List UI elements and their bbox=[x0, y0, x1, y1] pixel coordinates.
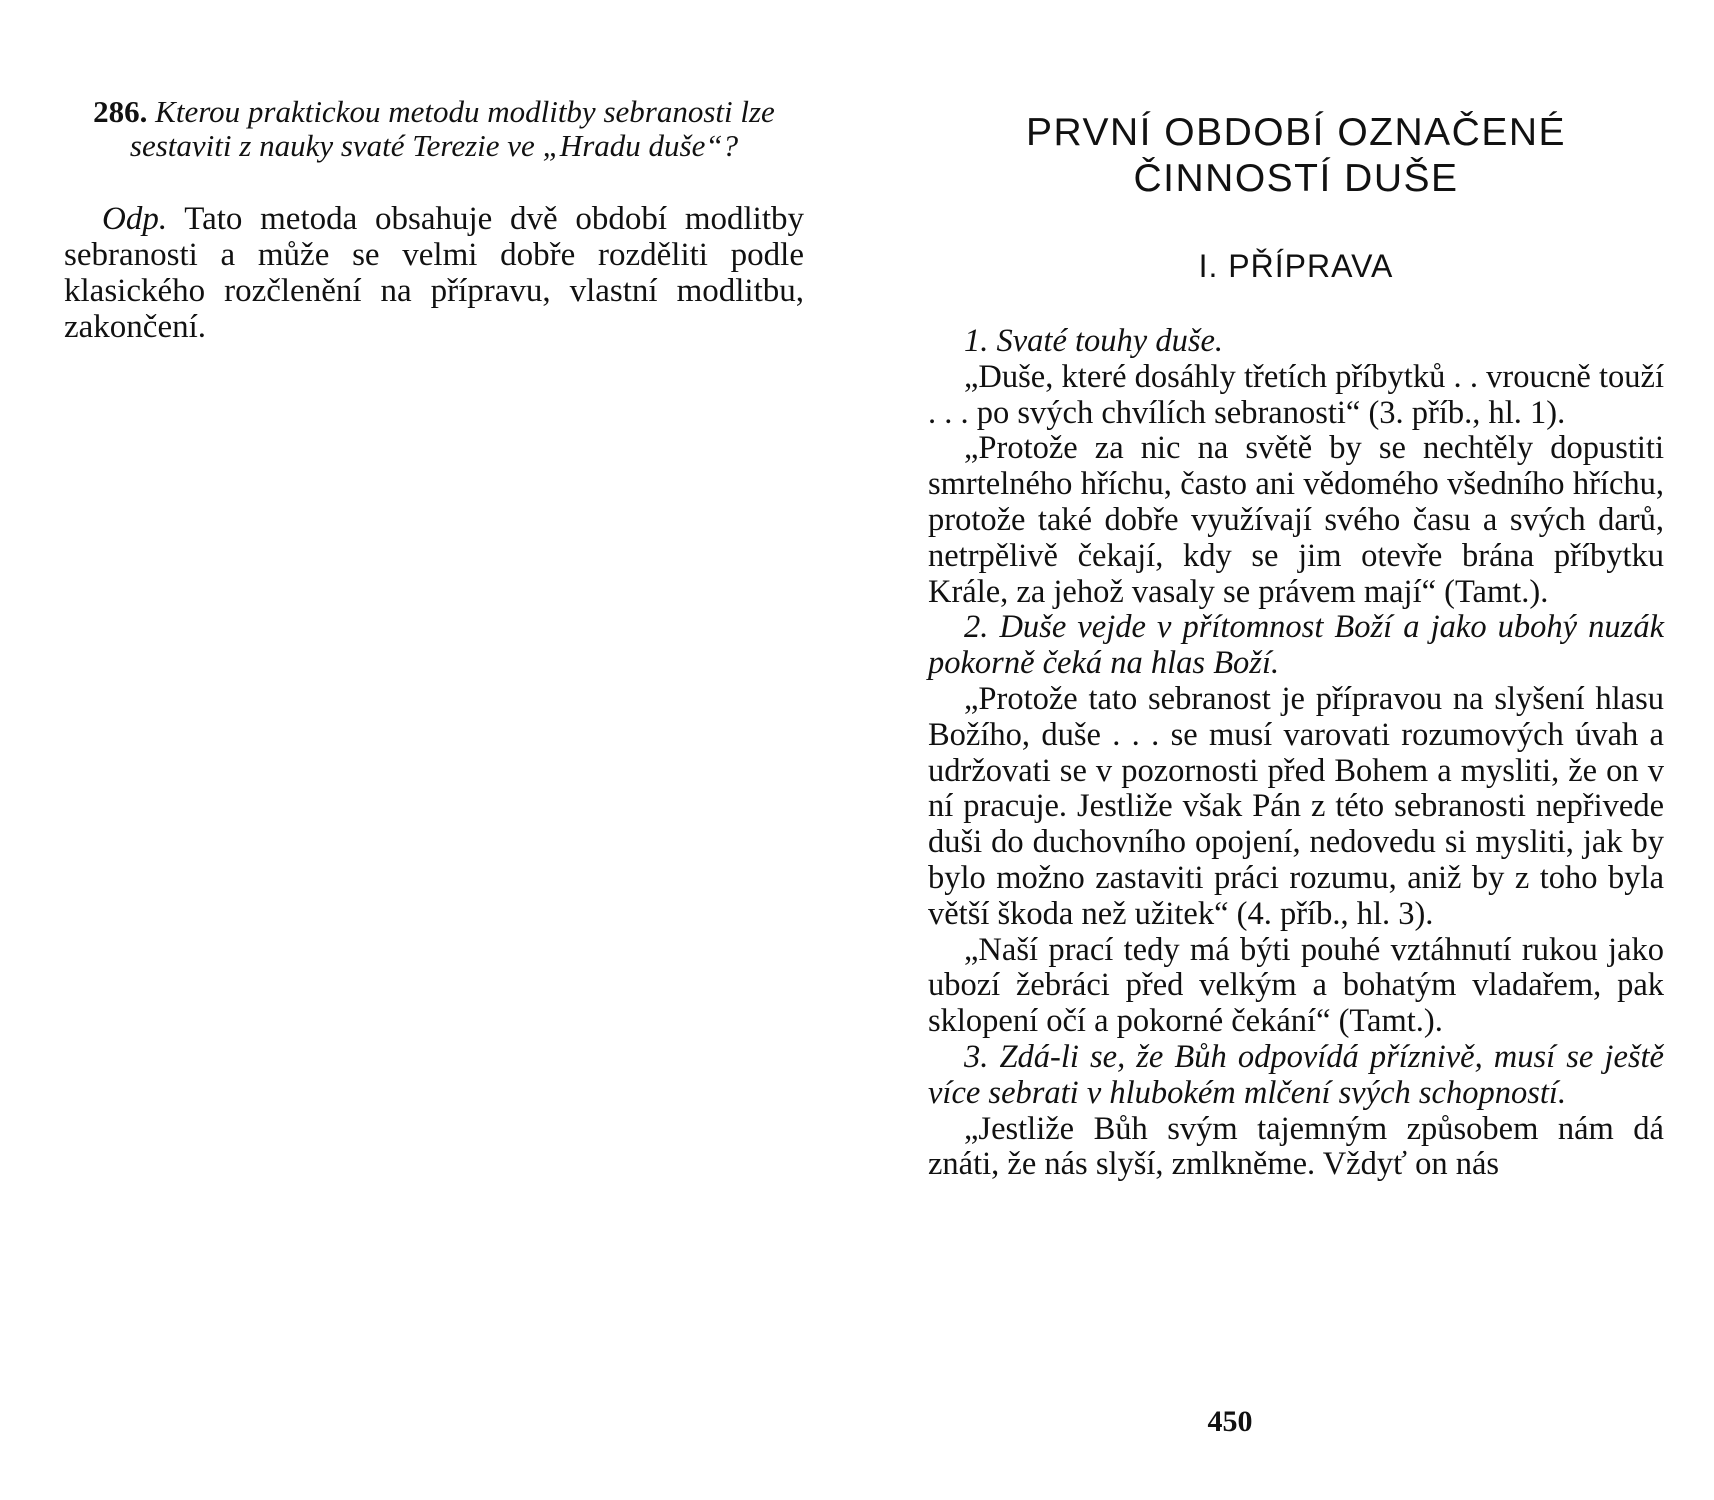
body-paragraph: „Protože za nic na světě by se nechtěly dopustiti smrtelného hříchu, často ani vědomého všedního hříchu, protože také dobře využívají svého času a svých darů, netrpělivě čekají, kdy se jim otevře brána příbytku Krále, za jehož vasaly se právem mají“ (Tamt.). bbox=[928, 430, 1664, 610]
body-paragraph: „Protože tato sebranost je přípravou na slyšení hlasu Božího, duše . . . se musí varovati rozumových úvah a udržovati se v pozornosti před Bohem a mysliti, že on v ní pracuje. Jestliže však Pán z této sebranosti nepřivede duši do duchovního opojení, nedovedu si mysliti, jak by bylo možno zastaviti práci rozumu, aniž by z toho byla větší škoda než užitek“ (4. příb., hl. 3). bbox=[928, 680, 1664, 932]
left-page bbox=[64, 95, 804, 1345]
subheading-3: 3. Zdá-li se, že Bůh odpovídá příznivě, musí se ještě více sebrati v hlubokém mlčení svých schopností. bbox=[928, 1038, 1664, 1111]
page-number: 450 bbox=[1207, 1405, 1253, 1438]
question-text: Kterou praktickou metodu modlitby sebranosti lze sestaviti z nauky svaté Terezie ve „Hradu duše“? bbox=[129, 94, 775, 163]
question-286 bbox=[64, 95, 804, 163]
body-paragraph: „Jestliže Bůh svým tajemným způsobem nám dá znáti, že nás slyší, zmlkněme. Vždyť on nás bbox=[928, 1110, 1664, 1183]
section-title: I. PŘÍPRAVA bbox=[1198, 248, 1394, 284]
body-paragraph: „Duše, které dosáhly třetích příbytků . . vroucně touží . . . po svých chvílích sebranosti“ (3. příb., hl. 1). bbox=[928, 358, 1664, 431]
question-number: 286. bbox=[93, 94, 148, 129]
subheading-1: 1. Svaté touhy duše. bbox=[964, 323, 1224, 359]
answer-label: Odp. bbox=[102, 201, 168, 237]
answer-paragraph bbox=[64, 201, 804, 345]
body-paragraph: „Naší prací tedy má býti pouhé vztáhnutí rukou jako ubozí žebráci před velkým a bohatým vladařem, pak sklopení očí a pokorné čekání“ (Tamt.). bbox=[928, 931, 1664, 1040]
right-page bbox=[928, 110, 1664, 1450]
chapter-title: PRVNÍ OBDOBÍ OZNAČENÉ ČINNOSTÍ DUŠE bbox=[1025, 111, 1567, 200]
answer-text: Tato metoda obsahuje dvě období modlitby sebranosti a může se velmi dobře rozděliti podle klasického rozčlenění na přípravu, vlastní modlitbu, zakončení. bbox=[64, 201, 804, 345]
subheading-2: 2. Duše vejde v přítomnost Boží a jako ubohý nuzák pokorně čeká na hlas Boží. bbox=[928, 609, 1664, 682]
